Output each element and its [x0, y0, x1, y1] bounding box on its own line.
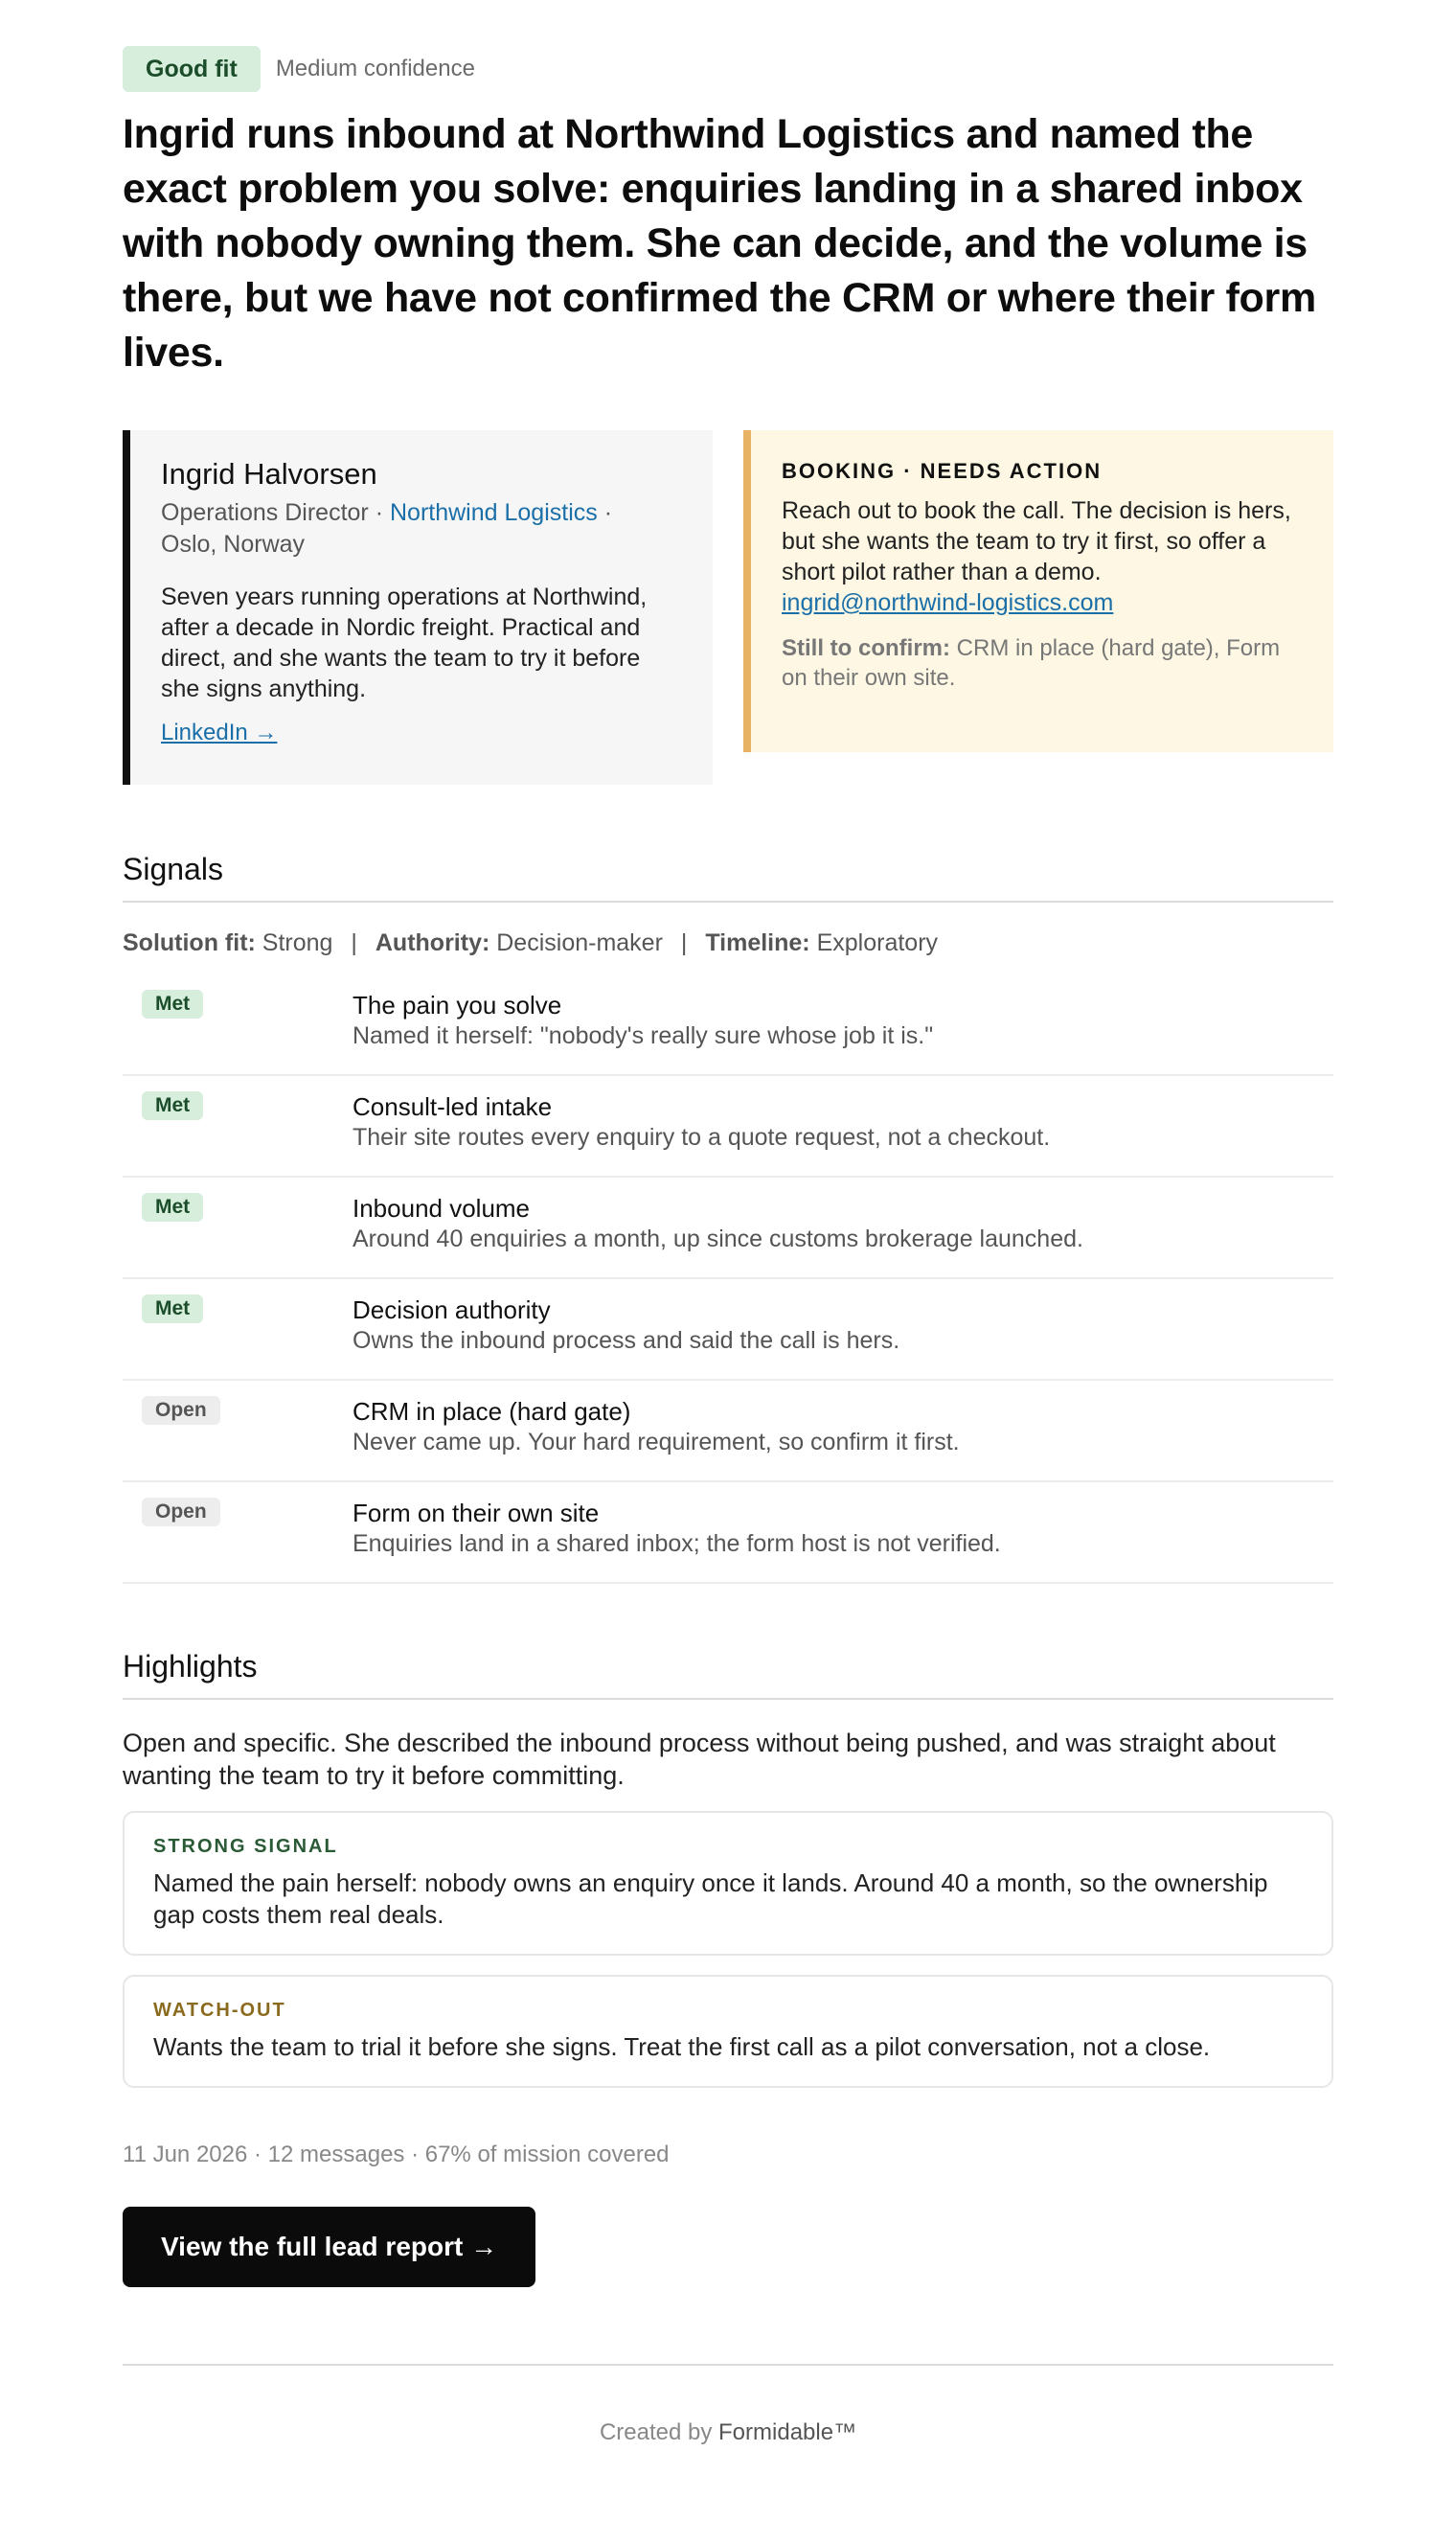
summary-label: Timeline:	[705, 929, 810, 956]
footer-brand: Formidable™	[718, 2419, 857, 2445]
booking-email-link[interactable]: ingrid@northwind-logistics.com	[782, 589, 1114, 616]
booking-body: Reach out to book the call. The decision is hers, but she wants the team to try it first, so offer a short pilot rather than a demo.	[782, 497, 1291, 585]
signal-desc: Owns the inbound process and said the call is hers.	[353, 1327, 900, 1354]
signal-desc: Enquiries land in a shared inbox; the form host is not verified.	[353, 1530, 1001, 1557]
fit-badge: Good fit	[123, 46, 261, 92]
signal-desc: Named it herself: "nobody's really sure whose job it is."	[353, 1022, 934, 1049]
booking-card	[743, 430, 1333, 752]
report-meta: 11 Jun 2026 · 12 messages · 67% of mission covered	[123, 2142, 670, 2167]
status-pill: Open	[142, 1396, 220, 1425]
highlights-title: Highlights	[123, 1649, 1333, 1700]
footer-divider	[123, 2364, 1333, 2366]
person-card	[123, 430, 713, 785]
signals-section	[123, 852, 1333, 1584]
person-meta	[161, 497, 682, 561]
status-pill: Open	[142, 1498, 220, 1526]
cards-row	[123, 430, 1333, 785]
signal-title: Consult-led intake	[353, 1092, 553, 1121]
summary-value: Exploratory	[816, 929, 939, 956]
signal-title: The pain you solve	[353, 991, 562, 1019]
booking-confirm	[782, 633, 1303, 693]
meta-separator: ·	[603, 499, 613, 526]
signal-row	[123, 974, 1333, 1076]
signal-title: Decision authority	[353, 1295, 551, 1324]
strong-signal-label: STRONG SIGNAL	[153, 1836, 338, 1857]
signals-summary	[123, 929, 1333, 957]
person-location: Oslo, Norway	[161, 531, 306, 558]
signal-desc: Never came up. Your hard requirement, so confirm it first.	[353, 1429, 960, 1455]
signal-desc: Their site routes every enquiry to a quote request, not a checkout.	[353, 1124, 1051, 1151]
footer	[123, 2419, 1333, 2446]
confirm-label: Still to confirm:	[782, 635, 950, 661]
view-full-report-button[interactable]: View the full lead report →	[123, 2207, 535, 2287]
confirm-text: CRM in place (hard gate), Form on their own site.	[782, 635, 1281, 691]
watch-out-box	[123, 1975, 1333, 2088]
status-pill: Met	[142, 1294, 203, 1323]
signal-row	[123, 1381, 1333, 1482]
strong-signal-text: Named the pain herself: nobody owns an enquiry once it lands. Around 40 a month, so the ownership gap costs them real deals.	[153, 1868, 1268, 1929]
summary-value: Decision-maker	[496, 929, 663, 956]
signal-title: Inbound volume	[353, 1194, 531, 1223]
status-pill: Met	[142, 1091, 203, 1120]
linkedin-link[interactable]: LinkedIn →	[161, 720, 278, 745]
signal-title: CRM in place (hard gate)	[353, 1397, 631, 1426]
confidence-label: Medium confidence	[275, 56, 475, 81]
person-bio: Seven years running operations at Northwind, after a decade in Nordic freight. Practical and direct, and she wants the team to try it before she signs anything.	[161, 584, 648, 702]
signal-row	[123, 1279, 1333, 1381]
summary-label: Authority:	[375, 929, 490, 956]
signal-desc: Around 40 enquiries a month, up since customs brokerage launched.	[353, 1226, 1083, 1252]
highlights-intro: Open and specific. She described the inbound process without being pushed, and was straight about wanting the team to try it before committing.	[123, 1729, 1276, 1790]
headline: Ingrid runs inbound at Northwind Logistics and named the exact problem you solve: enquiries landing in a shared inbox with nobody owning them. She can decide, and the volume is there, but we have not confirmed the CRM or where their form lives.	[123, 111, 1316, 376]
booking-title: BOOKING · NEEDS ACTION	[782, 459, 1103, 483]
status-pill: Met	[142, 990, 203, 1019]
company-link[interactable]: Northwind Logistics	[389, 499, 598, 526]
signal-row	[123, 1482, 1333, 1584]
fit-row	[123, 46, 1333, 92]
highlights-section	[123, 1649, 1333, 2088]
watch-out-label: WATCH-OUT	[153, 2000, 286, 2021]
signal-row	[123, 1178, 1333, 1279]
meta-separator: ·	[375, 499, 384, 526]
footer-prefix: Created by	[599, 2419, 713, 2445]
signals-title: Signals	[123, 852, 1333, 903]
watch-out-text: Wants the team to trial it before she signs. Treat the first call as a pilot conversation, not a close.	[153, 2032, 1211, 2061]
person-name: Ingrid Halvorsen	[161, 457, 377, 491]
signal-row	[123, 1076, 1333, 1178]
signal-title: Form on their own site	[353, 1499, 600, 1527]
person-role: Operations Director	[161, 499, 369, 526]
summary-divider: |	[351, 929, 357, 956]
status-pill: Met	[142, 1193, 203, 1222]
summary-divider: |	[680, 929, 688, 956]
summary-value: Strong	[262, 929, 333, 956]
strong-signal-box	[123, 1811, 1333, 1956]
summary-label: Solution fit:	[123, 929, 256, 956]
